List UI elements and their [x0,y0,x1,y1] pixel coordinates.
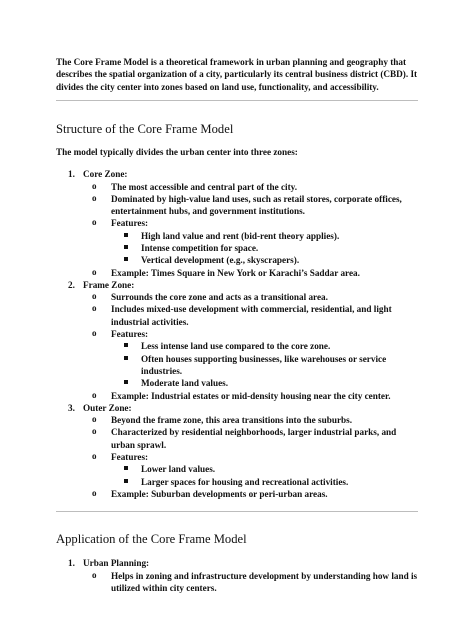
zone-title: Core Zone: [83,169,128,180]
list-item: Intense competition for space. [111,242,418,254]
list-item: Larger spaces for housing and recreational activities. [111,476,418,488]
circle-bullet-icon: o [92,328,97,339]
section-heading-structure: Structure of the Core Frame Model [56,122,234,137]
intro-paragraph: The Core Frame Model is a theoretical framework in urban planning and geography that describes the spatial organization of a city, particularly its central business district (CBD). It divides the city center into zones based on land use, functionality, and accessibility. [56,57,418,92]
features-list [111,463,418,488]
circle-bullet-icon: o [92,266,97,277]
square-bullet-icon [124,380,128,384]
list-item: High land value and rent (bid-rent theory applies). [111,230,418,242]
list-item: o Example: Suburban developments or peri-urban areas. [92,487,328,499]
list-item: o Characterized by residential neighborhoods, larger industrial parks, and urban sprawl. [92,426,397,450]
square-bullet-icon [124,233,128,237]
application-list [56,557,418,594]
list-item: o Dominated by high-value land uses, such as retail stores, corporate offices, entertainment hubs, and government institutions. [92,192,402,217]
list-item: Often houses supporting businesses, like warehouses or service industries. [111,353,418,378]
zone-title: Frame Zone: [83,279,135,290]
zone-item [56,402,418,500]
list-item: o Helps in zoning and infrastructure development by understanding how land is utilized within city centers. [92,569,418,593]
list-number: 1. [68,169,75,180]
circle-bullet-icon: o [92,291,97,302]
list-item: o Beyond the frame zone, this area transitions into the suburbs. [92,414,353,426]
square-bullet-icon [124,356,128,360]
zone-points [83,414,418,500]
circle-bullet-icon: o [92,217,97,228]
circle-bullet-icon: o [92,426,97,437]
zone-item [56,279,418,402]
list-item: o Example: Industrial estates or mid-density housing near the city center. [92,389,391,401]
circle-bullet-icon: o [92,303,97,314]
square-bullet-icon [124,343,128,347]
list-item: Less intense land use compared to the core zone. [111,340,418,352]
circle-bullet-icon: o [92,414,97,425]
section-heading-application: Application of the Core Frame Model [56,532,247,547]
list-number: 1. [68,558,75,569]
list-item: o The most accessible and central part of the city. [92,180,298,192]
square-bullet-icon [124,245,128,249]
list-number: 3. [68,402,75,413]
application-title: Urban Planning: [83,558,150,569]
circle-bullet-icon: o [92,487,97,498]
list-item: o Features: High land value and rent (bid-rent theory applies). Intense competition for space. Vertical development (e.g., skyscrapers). [83,217,418,266]
zone-title: Outer Zone: [83,402,132,413]
list-item: o Features: Less intense land use compared to the core zone. Often houses supporting businesses, like warehouses or service industries. Moderate land values. [83,328,418,389]
features-list [111,230,418,267]
list-number: 2. [68,279,75,290]
features-list [111,340,418,389]
zones-list [56,168,418,500]
list-item: o Includes mixed-use development with commercial, residential, and light industrial activities. [92,303,392,327]
list-item: Vertical development (e.g., skyscrapers). [111,254,418,266]
zone-item [56,168,418,279]
square-bullet-icon [124,466,128,470]
list-item: o Features: Lower land values. Larger spaces for housing and recreational activities. [83,451,418,488]
square-bullet-icon [124,479,128,483]
application-item [56,557,418,594]
list-item: Lower land values. [111,463,418,475]
divider [56,511,418,512]
list-item: o Example: Times Square in New York or Karachi’s Saddar area. [92,266,360,278]
circle-bullet-icon: o [92,569,97,580]
circle-bullet-icon: o [92,192,97,203]
list-item: o Surrounds the core zone and acts as a transitional area. [92,291,328,303]
circle-bullet-icon: o [92,451,97,462]
document-page [56,56,418,594]
structure-lead: The model typically divides the urban center into three zones: [56,147,298,158]
zone-points [83,291,418,402]
square-bullet-icon [124,257,128,261]
application-points [83,570,418,595]
divider [56,100,418,101]
circle-bullet-icon: o [92,180,97,191]
list-item: Moderate land values. [111,377,418,389]
zone-points [83,181,418,279]
circle-bullet-icon: o [92,389,97,400]
